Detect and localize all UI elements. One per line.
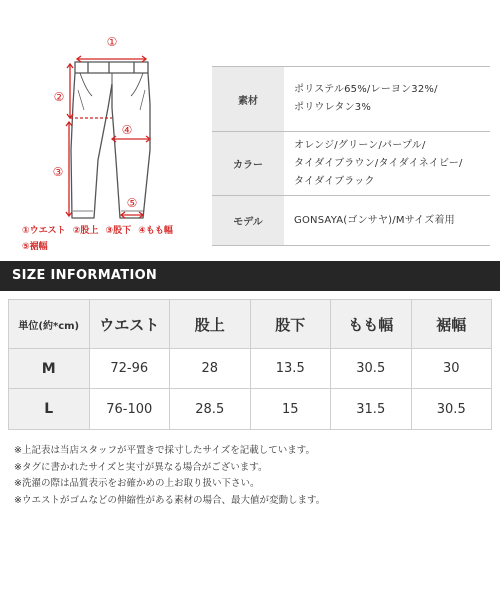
material-line: ポリウレタン3% [294, 102, 372, 113]
header-inseam: 股下 [250, 300, 331, 349]
color-line: タイダイブラウン/タイダイネイビー/ [294, 157, 463, 169]
table-row [9, 389, 492, 430]
size-table-header-row [9, 300, 492, 349]
color-line: タイダイブラック [294, 175, 375, 187]
spec-row-model [212, 196, 490, 246]
pants-diagram [0, 0, 200, 222]
diagram-legend [22, 224, 177, 239]
notes [14, 443, 325, 509]
legend-hem: ⑤裾幅 [22, 242, 48, 252]
header-hem: 裾幅 [411, 300, 492, 349]
header-unit: 単位(約*cm) [9, 300, 90, 349]
spec-row-color [212, 132, 490, 196]
diagram-legend-continued [22, 240, 52, 255]
note-line: ※ウエストがゴムなどの伸縮性がある素材の場合、最大値が変動します。 [14, 494, 326, 506]
thigh-cell: 30.5 [331, 349, 412, 389]
waist-cell: 76-100 [89, 389, 170, 430]
marker-rise: ② [53, 90, 65, 104]
material-line: ポリステル65%/レーヨン32%/ [294, 84, 438, 95]
legend-rise: ②股上 [72, 226, 99, 236]
rise-cell: 28 [170, 349, 251, 389]
marker-inseam: ③ [52, 165, 64, 179]
spec-table [212, 66, 490, 246]
measurement-diagram [0, 0, 200, 262]
hem-cell: 30.5 [411, 389, 492, 430]
table-row [9, 349, 492, 389]
size-table [8, 299, 492, 430]
pants-outline [71, 62, 150, 218]
note-line: ※上記表は当店スタッフが平置きで採寸したサイズを記載しています。 [14, 445, 315, 456]
note-line: ※タグに書かれたサイズと実寸が異なる場合がございます。 [14, 461, 268, 473]
model-label: モデル [212, 196, 284, 246]
spec-row-material [212, 67, 490, 132]
color-value [284, 132, 490, 196]
waist-cell: 72-96 [89, 349, 170, 389]
header-thigh: もも幅 [331, 300, 412, 349]
rise-cell: 28.5 [170, 389, 251, 430]
marker-waist: ① [106, 35, 118, 49]
material-label: 素材 [212, 67, 284, 132]
inseam-cell: 15 [250, 389, 331, 430]
material-value [284, 67, 490, 132]
marker-thigh: ④ [121, 123, 133, 137]
measurement-lines [66, 56, 150, 218]
model-value: GONSAYA(ゴンサヤ)/Mサイズ着用 [284, 196, 490, 246]
marker-hem: ⑤ [126, 196, 138, 210]
size-information-title: SIZE INFORMATION [12, 268, 158, 283]
legend-waist: ①ウエスト [22, 226, 66, 236]
hem-cell: 30 [411, 349, 492, 389]
size-cell: M [9, 349, 90, 389]
header-waist: ウエスト [89, 300, 170, 349]
color-line: オレンジ/グリーン/パープル/ [294, 139, 426, 151]
size-cell: L [9, 389, 90, 430]
size-information-header [0, 261, 500, 291]
measurement-markers [53, 35, 138, 210]
inseam-cell: 13.5 [250, 349, 331, 389]
note-line: ※洗濯の際は品質表示をお確かめの上お取り扱い下さい。 [14, 478, 260, 489]
legend-inseam: ③股下 [105, 226, 132, 236]
color-label: カラー [212, 132, 284, 196]
thigh-cell: 31.5 [331, 389, 412, 430]
legend-thigh: ④もも幅 [138, 226, 173, 236]
header-rise: 股上 [170, 300, 251, 349]
